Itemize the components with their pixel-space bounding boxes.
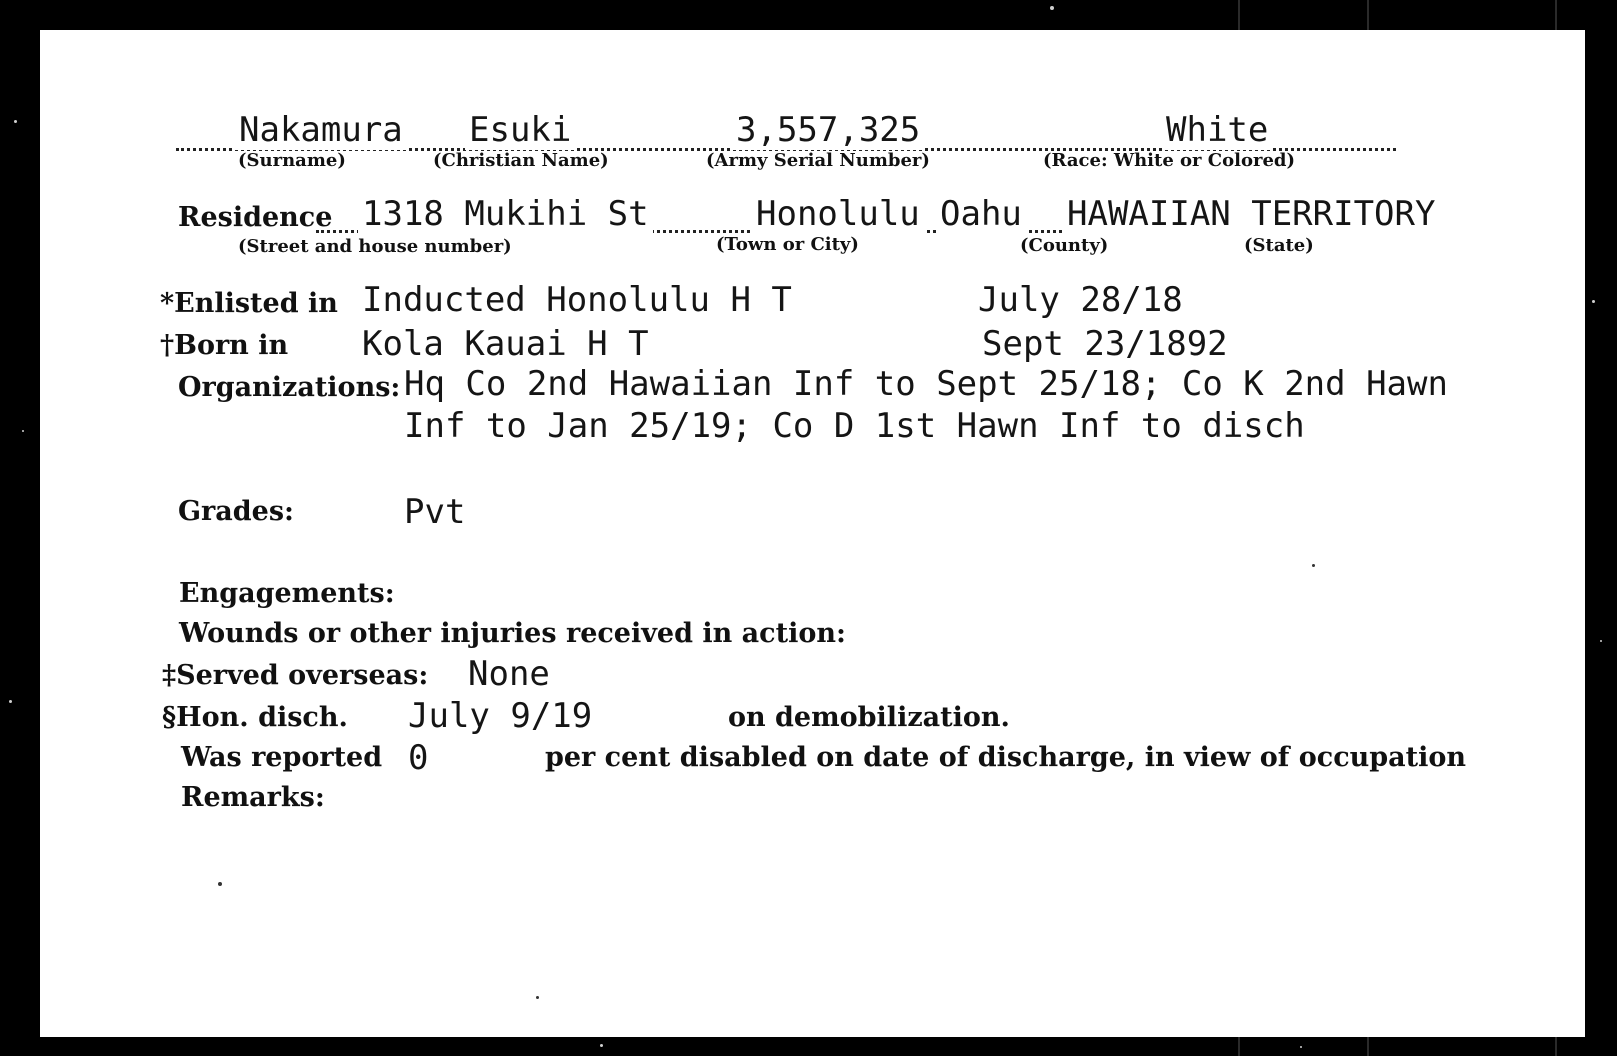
disability-suffix: per cent disabled on date of discharge, in view of occupation — [545, 742, 1467, 773]
speck — [600, 1044, 603, 1047]
town-caption: (Town or City) — [716, 234, 859, 255]
speck — [1600, 640, 1602, 642]
card-speck — [218, 882, 222, 886]
residence-street-value: 1318 Mukihi St — [358, 194, 653, 234]
residence-town-value: Honolulu — [752, 194, 924, 234]
card-speck — [1312, 564, 1315, 567]
enlisted-place-value: Inducted Honolulu H T — [362, 280, 792, 320]
born-label: †Born in — [160, 330, 289, 361]
hon-disch-label: §Hon. disch. — [162, 702, 348, 733]
organizations-label: Organizations: — [178, 372, 401, 403]
speck — [22, 430, 24, 432]
speck — [9, 700, 12, 703]
enlisted-date-value: July 28/18 — [978, 280, 1183, 320]
born-place-value: Kola Kauai H T — [362, 324, 649, 364]
hon-disch-value: July 9/19 — [408, 696, 593, 736]
born-date-value: Sept 23/1892 — [982, 324, 1228, 364]
card-speck — [536, 996, 539, 999]
disability-value: 0 — [408, 738, 429, 778]
street-caption: (Street and house number) — [238, 236, 512, 257]
surname-caption: (Surname) — [238, 150, 346, 171]
race-caption: (Race: White or Colored) — [1043, 150, 1296, 171]
christian-name-caption: (Christian Name) — [433, 150, 609, 171]
race-value: White — [1162, 110, 1272, 150]
hon-disch-suffix: on demobilization. — [728, 702, 1010, 733]
speck — [1050, 6, 1054, 10]
engagements-label: Engagements: — [179, 578, 395, 609]
grades-label: Grades: — [178, 496, 295, 527]
speck — [1592, 300, 1595, 303]
surname-value: Nakamura — [235, 110, 407, 150]
residence-label: Residence — [178, 202, 333, 233]
state-caption: (State) — [1244, 235, 1314, 256]
record-card — [40, 30, 1585, 1037]
wounds-label: Wounds or other injuries received in action: — [179, 618, 846, 649]
speck — [1300, 1046, 1302, 1048]
residence-county-value: Oahu — [936, 194, 1026, 234]
grades-value: Pvt — [404, 492, 466, 532]
county-caption: (County) — [1020, 235, 1109, 256]
speck — [14, 120, 17, 123]
organizations-line-1: Hq Co 2nd Hawaiian Inf to Sept 25/18; Co K 2nd Hawn — [404, 364, 1448, 404]
organizations-line-2: Inf to Jan 25/19; Co D 1st Hawn Inf to disch — [404, 406, 1305, 446]
served-overseas-label: ‡Served overseas: — [162, 660, 429, 691]
disability-label: Was reported — [181, 742, 383, 773]
christian-name-value: Esuki — [465, 110, 575, 150]
served-overseas-value: None — [468, 654, 550, 694]
army-serial-number-value: 3,557,325 — [732, 110, 924, 150]
enlisted-label: *Enlisted in — [160, 288, 338, 319]
remarks-label: Remarks: — [181, 782, 325, 813]
army-serial-number-caption: (Army Serial Number) — [706, 150, 930, 171]
residence-state-value: HAWAIIAN TERRITORY — [1063, 194, 1439, 234]
